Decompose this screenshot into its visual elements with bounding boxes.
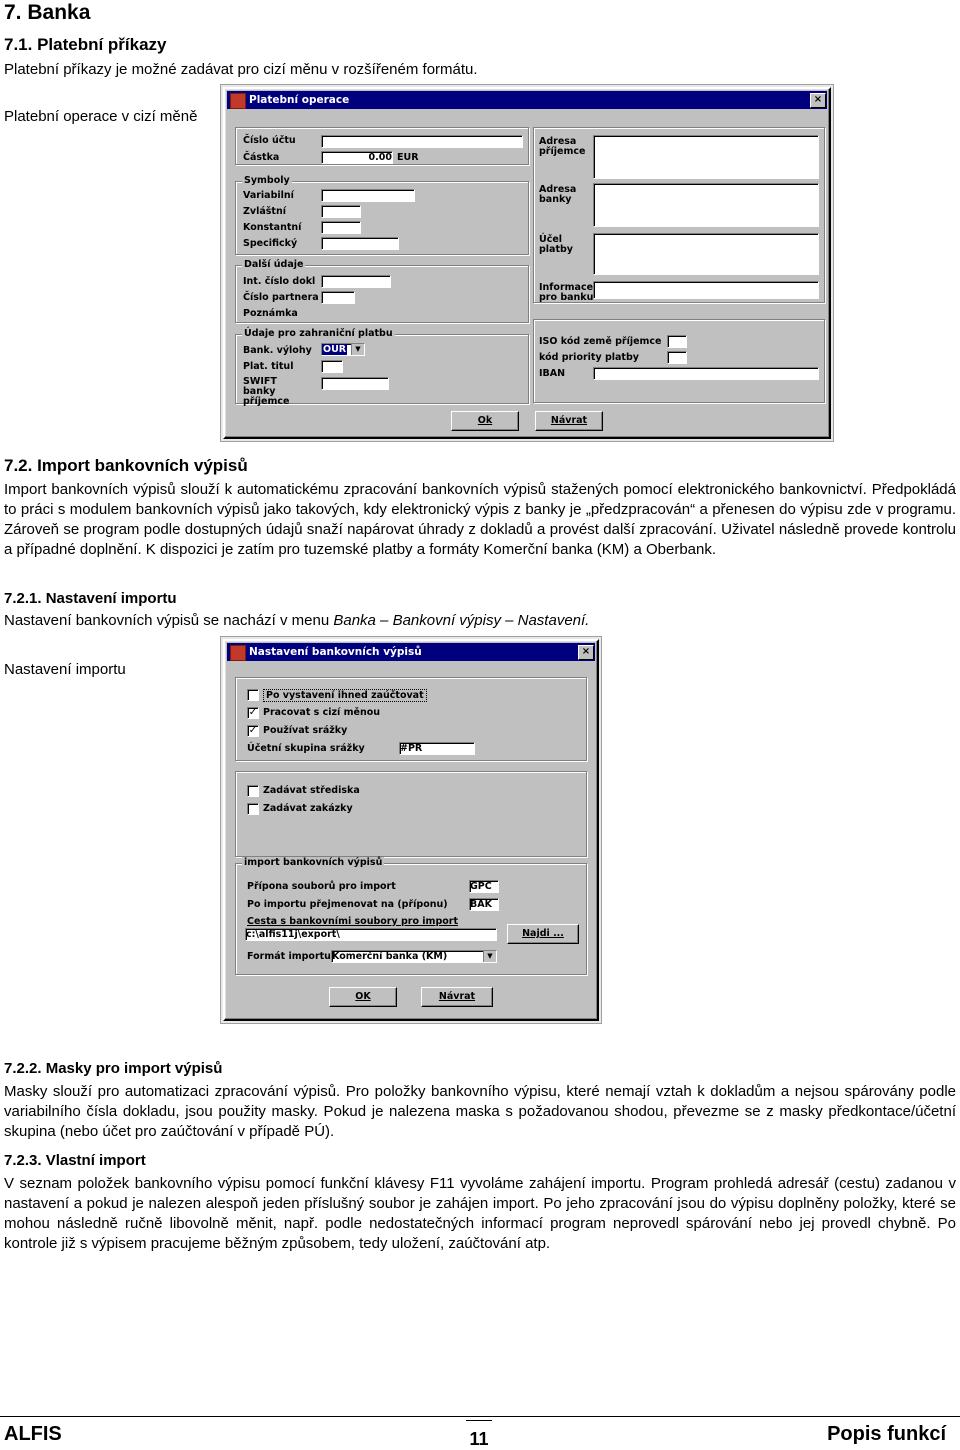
paragraph-7-2: Import bankovních výpisů slouží k automatickému zpracování bankovních výpisů stažených pomocí elektronického bankovnictví. Předpokládá to práci s modulem bankovních výpisů jako takových, kdy elektronický výpis z banky je „předzpracován“ a přenesen do výpisu zde v programu. Zároveň se program podle dostupných údajů snaží napárovat úhrady z dokladů a provést další zpracování. Uživatel následně provede kontrolu a případné doplnění. K dispozici je zatím pro tuzemské platby a formáty Komerční banka (KM) a Oberbank. — [4, 481, 956, 558]
special-symbol-label: Zvláštní — [243, 206, 286, 217]
app-icon — [230, 645, 246, 661]
priority-code-field[interactable] — [667, 351, 687, 364]
bank-fees-value: OUR — [323, 344, 347, 355]
other-data-group-label: Další údaje — [244, 259, 304, 270]
payment-purpose-field[interactable] — [593, 233, 819, 275]
bank-address-field[interactable] — [593, 183, 819, 227]
payment-title-field[interactable] — [321, 360, 343, 373]
orders-label[interactable]: Zadávat zakázky — [263, 803, 353, 814]
note-label: Poznámka — [243, 308, 298, 319]
return-button[interactable]: Návrat — [535, 411, 603, 431]
special-symbol-field[interactable] — [321, 205, 361, 218]
swift-label: SWIFT banky příjemce — [243, 376, 290, 407]
recipient-address-label: Adresa příjemce — [539, 136, 586, 157]
chevron-down-icon[interactable]: ▼ — [351, 344, 364, 355]
paragraph-7-2-1-text: Nastavení bankovních výpisů se nachází v menu — [4, 612, 334, 629]
bank-address-label: Adresa banky — [539, 184, 577, 205]
return-button[interactable]: Návrat — [421, 987, 493, 1007]
app-icon — [230, 93, 246, 109]
currency-label: EUR — [397, 152, 419, 163]
checkbox-foreign-currency[interactable]: ✓ — [248, 707, 258, 718]
internal-doc-label: Int. číslo dokl — [243, 276, 316, 287]
iso-country-label: ISO kód země příjemce — [539, 336, 662, 347]
section-heading-7-2-1: 7.2.1. Nastavení importu — [4, 590, 177, 607]
close-button[interactable]: × — [578, 645, 594, 660]
payment-purpose-label: Účel platby — [539, 234, 574, 255]
iban-field[interactable] — [593, 367, 819, 380]
dialog-title: Platební operace — [249, 94, 350, 106]
page-number: 11 — [466, 1420, 492, 1450]
internal-doc-field[interactable] — [321, 275, 391, 288]
amount-label: Částka — [243, 152, 280, 163]
import-path-field[interactable]: c:\alfis11j\export\ — [245, 928, 497, 941]
ok-button[interactable]: Ok — [451, 411, 519, 431]
bank-fees-label: Bank. výlohy — [243, 345, 312, 356]
account-number-field[interactable] — [321, 135, 523, 148]
partner-number-label: Číslo partnera — [243, 292, 319, 303]
constant-symbol-field[interactable] — [321, 221, 361, 234]
import-format-combo[interactable] — [331, 950, 497, 963]
checkbox-use-deductions[interactable]: ✓ — [248, 725, 258, 736]
chevron-down-icon[interactable]: ▼ — [483, 951, 496, 962]
payment-title-label: Plat. titul — [243, 361, 294, 372]
rename-extension-field[interactable]: BAK — [469, 898, 499, 911]
file-extension-field[interactable]: GPC — [469, 880, 499, 893]
iban-label: IBAN — [539, 368, 566, 379]
specific-symbol-label: Specifický — [243, 238, 298, 249]
find-button[interactable]: Najdi ... — [507, 924, 579, 944]
close-button[interactable]: × — [810, 93, 826, 108]
paragraph-7-2-3: V seznam položek bankovního výpisu pomocí funkční klávesy F11 vyvoláme zahájení importu. Program prohledá adresář (cestu) zadanou v nastavení a pokud je nalezen alespoň jeden příslušný soubor je zahájen import. Po jeho zpracování jsou do výpisu doplněny položky, které se mohou následně ručně libovolně měnit, např. podle nedostatečných informací program neprovedl spárování nebo jej provedl chybně. Po kontrole již s výpisem pracujeme běžným způsobem, tedy uložení, zaúčtování atp. — [4, 1175, 956, 1252]
bank-settings-dialog — [223, 639, 599, 1021]
bank-fees-combo[interactable] — [321, 343, 365, 356]
centers-group — [235, 771, 587, 857]
paragraph-7-1: Platební příkazy je možné zadávat pro cizí měnu v rozšířeném formátu. — [4, 61, 478, 78]
symbols-group-label: Symboly — [244, 175, 290, 186]
file-extension-label: Přípona souborů pro import — [247, 881, 396, 892]
recipient-address-field[interactable] — [593, 135, 819, 179]
checkbox-cost-centers[interactable] — [247, 785, 259, 797]
section-heading-7-2-2: 7.2.2. Masky pro import výpisů — [4, 1060, 223, 1077]
section-heading-7-1: 7.1. Platební příkazy — [4, 35, 167, 54]
rename-extension-label: Po importu přejmenovat na (příponu) — [247, 899, 448, 910]
import-format-label: Formát importu — [247, 951, 331, 962]
import-format-value: Komerční banka (KM) — [332, 951, 448, 962]
paragraph-7-2-2: Masky slouží pro automatizaci zpracování výpisů. Pro položky bankovního výpisu, které nemají vztah k dokladům a nejsou spárovány podle variabilního čísla dokladu, jsou použity masky. Pokud je nalezena maska s požadovanou shodou, převezme se z masky předkontace/účetní skupina (nebo účet pro zaúčtování v případě PÚ). — [4, 1083, 956, 1140]
priority-code-label: kód priority platby — [539, 352, 639, 363]
dialog-frame-1 — [220, 84, 834, 442]
dialog-titlebar — [227, 91, 827, 109]
chapter-heading: 7. Banka — [4, 1, 91, 24]
menu-path: Banka – Bankovní výpisy – Nastavení. — [333, 612, 590, 629]
iso-country-field[interactable] — [667, 335, 687, 348]
constant-symbol-label: Konstantní — [243, 222, 302, 233]
foreign-currency-label[interactable]: Pracovat s cizí měnou — [263, 707, 381, 718]
accounting-group-label: Účetní skupina srážky — [247, 743, 365, 754]
cost-centers-label[interactable]: Zadávat střediska — [263, 785, 360, 796]
post-immediately-label[interactable]: Po vystavení ihned zaúčtovat — [263, 689, 427, 702]
section-heading-7-2-3: 7.2.3. Vlastní import — [4, 1152, 146, 1169]
checkbox-orders[interactable] — [247, 803, 259, 815]
specific-symbol-field[interactable] — [321, 237, 399, 250]
payment-dialog — [223, 87, 831, 439]
footer-left: ALFIS — [4, 1423, 62, 1445]
partner-number-field[interactable] — [321, 291, 355, 304]
dialog-titlebar — [227, 643, 595, 661]
bank-info-label: Informace pro banku — [539, 282, 594, 303]
import-group-label: import bankovních výpisů — [244, 857, 383, 868]
footer-right: Popis funkcí — [827, 1423, 946, 1445]
variable-symbol-label: Variabilní — [243, 190, 294, 201]
figure-caption-1: Platební operace v cizí měně — [4, 108, 198, 125]
variable-symbol-field[interactable] — [321, 189, 415, 202]
amount-field[interactable]: 0.00 — [321, 151, 393, 164]
foreign-payment-group-label: Údaje pro zahraniční platbu — [244, 328, 393, 339]
checkbox-post-immediately[interactable] — [247, 689, 259, 701]
dialog-title: Nastavení bankovních výpisů — [249, 646, 422, 658]
ok-button[interactable]: OK — [329, 987, 397, 1007]
dialog-frame-2 — [220, 636, 602, 1024]
section-heading-7-2: 7.2. Import bankovních výpisů — [4, 456, 248, 475]
swift-field[interactable] — [321, 377, 389, 390]
use-deductions-label[interactable]: Používat srážky — [263, 725, 348, 736]
footer-rule — [0, 1416, 960, 1417]
account-number-label: Číslo účtu — [243, 135, 296, 146]
accounting-group-field[interactable]: #PR — [399, 742, 475, 755]
bank-info-field[interactable] — [593, 281, 819, 299]
import-path-label: Cesta s bankovními soubory pro import — [247, 916, 459, 927]
figure-caption-2: Nastavení importu — [4, 661, 126, 678]
paragraph-7-2-1 — [4, 611, 944, 631]
